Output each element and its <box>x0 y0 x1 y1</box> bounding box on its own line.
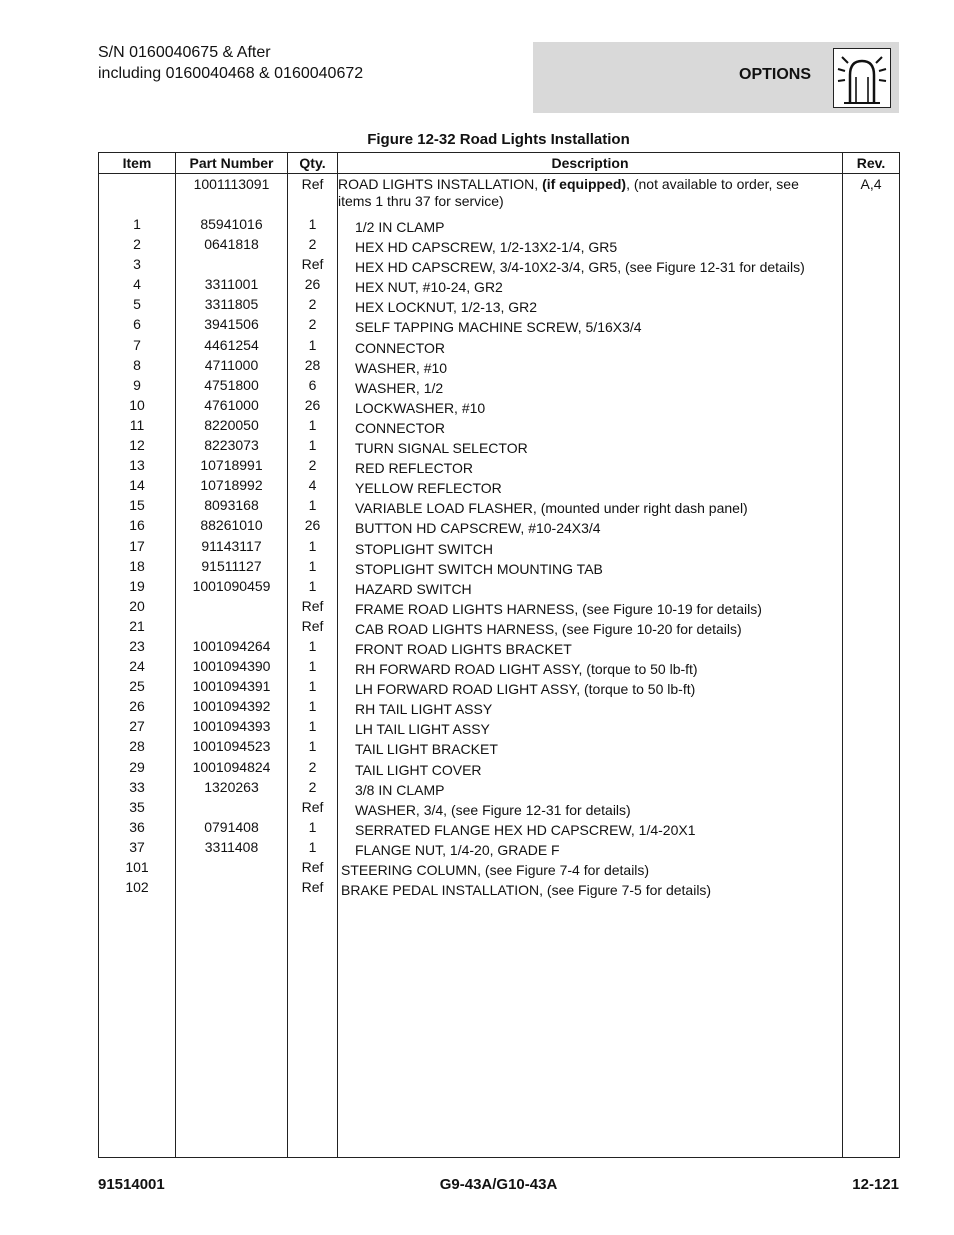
row-item-number: 36 <box>129 818 145 835</box>
serial-line-2: including 0160040468 & 0160040672 <box>98 65 364 82</box>
row-item-number: 8 <box>133 356 141 373</box>
row-description: TURN SIGNAL SELECTOR <box>355 440 528 457</box>
row-item-number: 6 <box>133 316 141 333</box>
row-part-number: 3311408 <box>204 838 259 855</box>
row-qty: 2 <box>308 457 317 474</box>
row-qty: 26 <box>304 276 321 293</box>
row-description: WASHER, 3/4, (see Figure 12-31 for details) <box>355 801 631 818</box>
row-item-number: 13 <box>129 457 145 474</box>
row-qty: 1 <box>308 678 317 695</box>
section-tab <box>533 42 899 113</box>
row-qty: 2 <box>308 296 317 313</box>
row-rev <box>843 837 899 857</box>
row-qty: 2 <box>308 316 317 333</box>
row-item-number: 9 <box>133 376 141 393</box>
row-description: 1/2 IN CLAMP <box>355 219 445 235</box>
row-item-number: 15 <box>129 497 145 514</box>
row-part-number <box>176 616 287 636</box>
row-description: 3/8 IN CLAMP <box>355 781 445 798</box>
row-rev <box>843 696 899 716</box>
row-part-number: 4761000 <box>204 396 259 413</box>
row-item-number: 26 <box>129 698 145 715</box>
first-row-qty: Ref <box>301 176 324 192</box>
first-row-description <box>338 174 842 217</box>
row-description: TAIL LIGHT BRACKET <box>355 741 498 758</box>
first-row-desc-text: ROAD LIGHTS INSTALLATION, <box>338 176 543 192</box>
row-part-number <box>176 254 287 274</box>
row-description: LH FORWARD ROAD LIGHT ASSY, (torque to 50 lb-ft) <box>355 681 696 698</box>
row-part-number <box>176 797 287 817</box>
row-item-number: 29 <box>129 758 145 775</box>
row-part-number: 1001090459 <box>192 577 271 594</box>
row-part-number: 1001094392 <box>192 698 271 715</box>
row-item-number: 35 <box>129 798 145 815</box>
row-rev <box>843 676 899 696</box>
row-item-number: 23 <box>129 637 145 654</box>
first-row-desc-emphasis: (if equipped) <box>542 176 627 192</box>
row-qty: 4 <box>308 477 317 494</box>
row-rev <box>843 234 899 254</box>
row-rev <box>843 797 899 817</box>
row-item-number: 37 <box>129 838 145 855</box>
table-body <box>99 174 900 1158</box>
first-row-rev: A,4 <box>860 176 882 192</box>
row-description: LOCKWASHER, #10 <box>355 399 486 416</box>
row-rev <box>843 395 899 415</box>
row-qty: 1 <box>308 336 317 353</box>
row-description: LH TAIL LIGHT ASSY <box>355 721 490 738</box>
row-description: HEX LOCKNUT, 1/2-13, GR2 <box>355 299 538 316</box>
rev-column <box>843 174 900 1158</box>
row-rev <box>843 556 899 576</box>
road-light-icon <box>833 48 891 108</box>
row-part-number: 91511127 <box>201 557 262 574</box>
row-rev <box>843 214 899 234</box>
row-description: FRAME ROAD LIGHTS HARNESS, (see Figure 10-19 for details) <box>355 600 762 617</box>
qty-column <box>288 174 338 1158</box>
row-description: VARIABLE LOAD FLASHER, (mounted under right dash panel) <box>355 500 748 517</box>
row-rev <box>843 335 899 355</box>
row-qty: 1 <box>308 658 317 675</box>
row-item-number: 102 <box>125 879 149 896</box>
section-label: OPTIONS <box>739 66 812 83</box>
row-qty: 1 <box>308 557 317 574</box>
row-qty: 1 <box>308 718 317 735</box>
row-rev <box>843 757 899 777</box>
row-description: WASHER, #10 <box>355 359 448 376</box>
row-part-number: 3311001 <box>204 276 259 293</box>
row-item-number: 11 <box>129 416 145 433</box>
row-part-number: 10718992 <box>200 477 263 494</box>
row-item-number: 3 <box>133 256 141 273</box>
row-description: CONNECTOR <box>355 419 445 436</box>
parts-table <box>98 152 900 1158</box>
row-description: SERRATED FLANGE HEX HD CAPSCREW, 1/4-20X1 <box>355 821 696 838</box>
row-item-number: 17 <box>129 537 145 554</box>
row-rev <box>843 475 899 495</box>
item-column <box>99 174 176 1158</box>
row-rev <box>843 857 899 877</box>
row-item-number: 28 <box>129 738 145 755</box>
row-qty: Ref <box>301 859 324 875</box>
part-number-column <box>176 174 288 1158</box>
row-rev <box>843 636 899 656</box>
row-description: FLANGE NUT, 1/4-20, GRADE F <box>355 841 560 858</box>
row-rev <box>843 536 899 556</box>
row-description: HEX HD CAPSCREW, 3/4-10X2-3/4, GR5, (see Figure 12-31 for details) <box>355 259 805 276</box>
row-part-number: 8223073 <box>204 437 259 454</box>
row-part-number: 85941016 <box>200 216 263 232</box>
row-part-number: 1001094523 <box>192 738 271 755</box>
row-rev <box>843 415 899 435</box>
row-item-number: 12 <box>129 437 145 454</box>
row-description: STEERING COLUMN, (see Figure 7-4 for details) <box>341 862 650 878</box>
row-item-number: 101 <box>125 859 149 875</box>
row-qty: 1 <box>308 416 317 433</box>
row-rev <box>843 254 899 274</box>
row-part-number: 10718991 <box>200 457 263 474</box>
row-qty: 2 <box>308 236 317 253</box>
row-item-number: 21 <box>129 617 145 634</box>
row-rev <box>843 495 899 515</box>
footer-page-number: 12-121 <box>852 1176 899 1193</box>
header-description: Description <box>338 153 843 174</box>
row-description: YELLOW REFLECTOR <box>355 480 502 497</box>
row-part-number: 88261010 <box>200 517 263 534</box>
row-item-number: 2 <box>133 236 141 253</box>
row-qty: 1 <box>308 216 317 232</box>
row-qty: 1 <box>308 698 317 715</box>
row-qty: 1 <box>308 577 317 594</box>
row-rev <box>843 877 899 897</box>
table-header-row <box>99 153 900 174</box>
header-part-number: Part Number <box>176 153 288 174</box>
row-item-number: 27 <box>129 718 145 735</box>
first-row-item <box>99 174 175 214</box>
row-part-number: 1001094393 <box>192 718 271 735</box>
row-item-number: 24 <box>129 658 145 675</box>
row-qty: Ref <box>301 798 324 815</box>
row-part-number: 1320263 <box>204 778 259 795</box>
first-row-part: 1001113091 <box>193 176 270 192</box>
row-rev <box>843 375 899 395</box>
row-rev <box>843 576 899 596</box>
row-qty: Ref <box>301 256 324 273</box>
row-description: SELF TAPPING MACHINE SCREW, 5/16X3/4 <box>355 319 642 336</box>
row-rev <box>843 515 899 535</box>
row-part-number: 4461254 <box>204 336 259 353</box>
row-part-number: 8093168 <box>204 497 259 514</box>
row-part-number: 4751800 <box>204 376 259 393</box>
row-rev <box>843 616 899 636</box>
row-item-number: 10 <box>129 396 145 413</box>
row-qty: 1 <box>308 637 317 654</box>
row-description: RH FORWARD ROAD LIGHT ASSY, (torque to 50 lb-ft) <box>355 661 698 678</box>
row-rev <box>843 455 899 475</box>
row-rev <box>843 435 899 455</box>
row-rev <box>843 817 899 837</box>
row-item-number: 18 <box>129 557 145 574</box>
row-rev <box>843 274 899 294</box>
row-description: HEX HD CAPSCREW, 1/2-13X2-1/4, GR5 <box>355 239 618 256</box>
row-rev <box>843 294 899 314</box>
row-qty: 6 <box>308 376 317 393</box>
row-item-number: 1 <box>133 216 141 232</box>
row-part-number <box>176 877 287 897</box>
header-rev: Rev. <box>843 153 900 174</box>
row-part-number: 1001094264 <box>192 637 271 654</box>
row-qty: 2 <box>308 758 317 775</box>
row-part-number: 1001094391 <box>192 678 271 695</box>
row-part-number <box>176 596 287 616</box>
serial-line-1: S/N 0160040675 & After <box>98 44 271 61</box>
row-rev <box>843 716 899 736</box>
row-qty: 1 <box>308 838 317 855</box>
row-qty: Ref <box>301 617 324 634</box>
row-description: CAB ROAD LIGHTS HARNESS, (see Figure 10-20 for details) <box>355 620 742 637</box>
row-part-number: 1001094824 <box>192 758 271 775</box>
row-qty: Ref <box>301 879 324 896</box>
row-description: STOPLIGHT SWITCH <box>355 540 493 557</box>
row-description: BRAKE PEDAL INSTALLATION, (see Figure 7-5 for details) <box>341 882 712 899</box>
row-rev <box>843 736 899 756</box>
row-description: WASHER, 1/2 <box>355 379 444 396</box>
row-description: TAIL LIGHT COVER <box>355 761 482 778</box>
row-description: BUTTON HD CAPSCREW, #10-24X3/4 <box>355 520 601 537</box>
row-description: STOPLIGHT SWITCH MOUNTING TAB <box>355 560 603 577</box>
row-description: FRONT ROAD LIGHTS BRACKET <box>355 640 572 657</box>
row-qty: 2 <box>308 778 317 795</box>
row-qty: 28 <box>304 356 321 373</box>
footer-model: G9-43A/G10-43A <box>439 1176 558 1193</box>
row-item-number: 33 <box>129 778 145 795</box>
row-item-number: 19 <box>129 577 145 594</box>
description-column <box>338 174 843 1158</box>
row-qty: 1 <box>308 537 317 554</box>
row-item-number: 5 <box>133 296 141 313</box>
row-rev <box>843 777 899 797</box>
row-qty: 1 <box>308 738 317 755</box>
row-item-number: 16 <box>129 517 145 534</box>
row-qty: 26 <box>304 396 321 413</box>
figure-title: Figure 12-32 Road Lights Installation <box>367 131 630 148</box>
serial-number-header <box>98 42 363 84</box>
row-part-number: 0641818 <box>204 236 259 253</box>
row-item-number: 20 <box>129 597 145 614</box>
row-description: HEX NUT, #10-24, GR2 <box>355 279 503 296</box>
header-item: Item <box>99 153 176 174</box>
row-item-number: 4 <box>133 276 141 293</box>
row-part-number: 91143117 <box>201 537 262 554</box>
row-part-number: 4711000 <box>204 356 259 373</box>
row-part-number: 8220050 <box>204 416 259 433</box>
row-rev <box>843 355 899 375</box>
row-qty: Ref <box>301 597 324 614</box>
row-rev <box>843 656 899 676</box>
row-part-number: 3311805 <box>204 296 259 313</box>
footer-doc-number: 91514001 <box>98 1176 165 1193</box>
first-row-desc-note: , (not available to order, see items 1 thru 37 for service) <box>338 176 799 209</box>
row-description: HAZARD SWITCH <box>355 580 472 597</box>
row-part-number: 3941506 <box>204 316 259 333</box>
row-qty: 1 <box>308 497 317 514</box>
row-item-number: 14 <box>129 477 145 494</box>
row-qty: 1 <box>308 437 317 454</box>
row-qty: 26 <box>304 517 321 534</box>
row-part-number: 1001094390 <box>192 658 271 675</box>
row-part-number: 0791408 <box>204 818 259 835</box>
row-item-number: 7 <box>133 336 141 353</box>
row-part-number <box>176 857 287 877</box>
row-item-number: 25 <box>129 678 145 695</box>
row-description: RED REFLECTOR <box>355 460 473 477</box>
row-rev <box>843 314 899 334</box>
row-description: RH TAIL LIGHT ASSY <box>355 701 493 718</box>
row-rev <box>843 596 899 616</box>
row-qty: 1 <box>308 818 317 835</box>
row-description: CONNECTOR <box>355 339 445 356</box>
header-qty: Qty. <box>288 153 338 174</box>
